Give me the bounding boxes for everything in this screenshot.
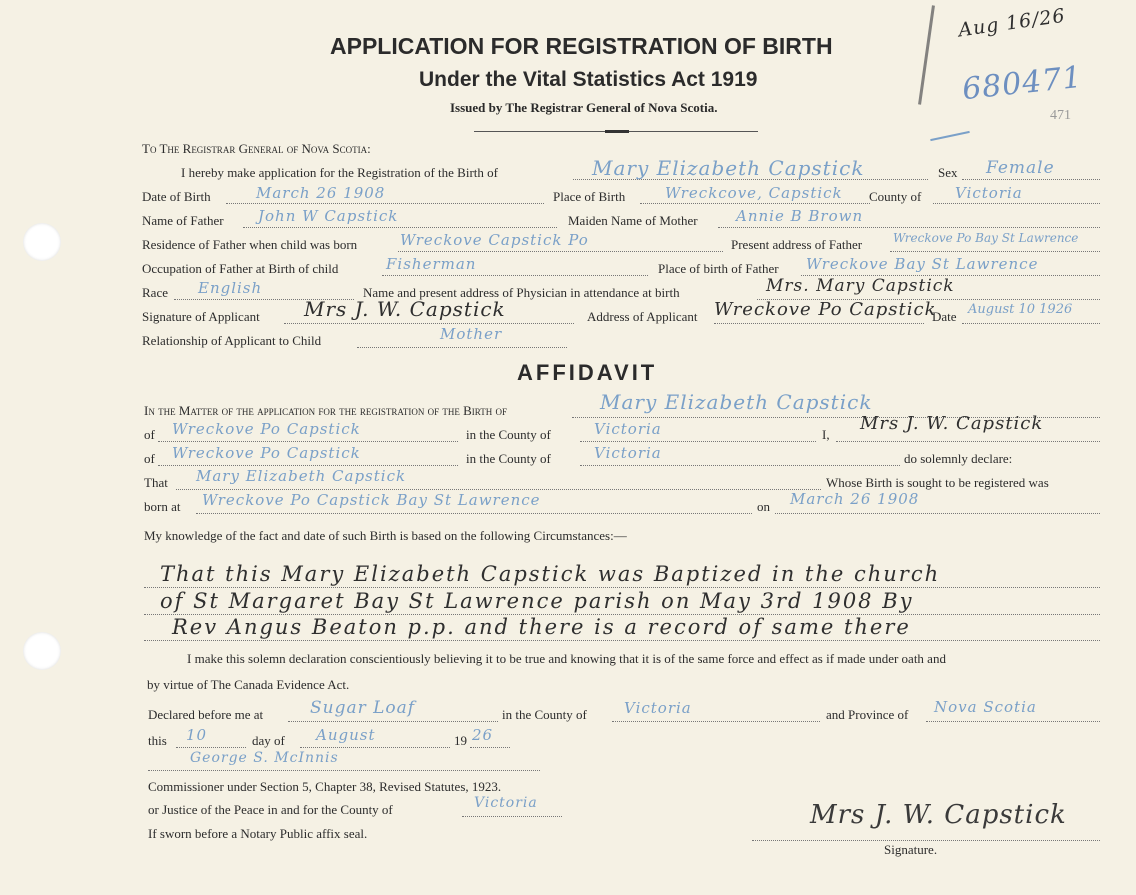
circ-line-3 [144, 640, 1100, 641]
declared-at-line [288, 721, 498, 722]
declarant-line [836, 441, 1100, 442]
date-line [962, 323, 1100, 324]
father-name-value: John W Capstick [258, 207, 399, 225]
of1-line [158, 441, 458, 442]
on-line [775, 513, 1100, 514]
place-birth-father-value: Wreckove Bay St Lawrence [806, 255, 1039, 273]
circumstance-line-1: That this Mary Elizabeth Capstick was Baptized in the church [160, 562, 941, 586]
justice-label: or Justice of the Peace in and for the County of [148, 802, 393, 817]
child-name-value: Mary Elizabeth Capstick [592, 156, 865, 180]
occupation-father-label: Occupation of Father at Birth of child [142, 261, 339, 276]
address-applicant-value: Wreckove Po Capstick [714, 299, 937, 320]
header-rule-center [605, 130, 629, 133]
sex-value: Female [986, 158, 1055, 178]
relationship-line [357, 347, 567, 348]
year-value: 26 [472, 726, 494, 744]
circumstance-line-2: of St Margaret Bay St Lawrence parish on May 3rd 1908 By [160, 589, 914, 613]
form-title: APPLICATION FOR REGISTRATION OF BIRTH [330, 33, 833, 59]
place-of-birth-value: Wreckcove, Capstick [665, 184, 843, 202]
justice-county-line [462, 816, 562, 817]
that-value: Mary Elizabeth Capstick [196, 467, 407, 485]
signature-line [752, 840, 1100, 841]
do-solemnly-label: do solemnly declare: [904, 451, 1013, 466]
on-value: March 26 1908 [790, 490, 920, 508]
affidavit-of1-value: Wreckove Po Capstick [172, 420, 361, 438]
applicant-signature: Mrs J. W. Capstick [810, 800, 1067, 830]
commissioner-sig-line [148, 770, 540, 771]
signature-label: Signature. [884, 842, 938, 857]
residence-line [398, 251, 723, 252]
this-label: this [148, 733, 167, 748]
signature-applicant-value: Mrs J. W. Capstick [304, 297, 506, 321]
occupation-line [382, 275, 648, 276]
i-label: I, [822, 427, 830, 442]
that-line [176, 489, 821, 490]
mother-maiden-value: Annie B Brown [736, 207, 864, 225]
commissioner-text: Commissioner under Section 5, Chapter 38, Revised Statutes, 1923. [148, 779, 502, 794]
province-label: and Province of [826, 707, 909, 722]
affidavit-county2-value: Victoria [594, 444, 662, 462]
month-value: August [316, 726, 376, 744]
province-value: Nova Scotia [934, 698, 1037, 716]
signature-applicant-line [284, 323, 574, 324]
of-label-1: of [144, 427, 155, 442]
county-line [933, 203, 1100, 204]
registrar-pencil-stroke [918, 5, 935, 104]
date-label: Date [932, 309, 957, 324]
to-registrar-label: To The Registrar General of Nova Scotia: [142, 141, 371, 156]
on-label: on [757, 499, 770, 514]
blue-tick-mark [930, 131, 970, 141]
declared-at-value: Sugar Loaf [310, 698, 416, 718]
relationship-label: Relationship of Applicant to Child [142, 333, 322, 348]
issued-by: Issued by The Registrar General of Nova Scotia. [450, 100, 718, 115]
knowledge-label: My knowledge of the fact and date of such Birth is based on the following Circumstances:— [144, 528, 627, 543]
county-label-3: in the County of [502, 707, 587, 722]
province-line [926, 721, 1100, 722]
physician-value: Mrs. Mary Capstick [766, 276, 955, 296]
form-subtitle: Under the Vital Statistics Act 1919 [419, 68, 758, 91]
commissioner-signature: George S. McInnis [190, 750, 339, 766]
residence-father-value: Wreckove Capstick Po [400, 231, 589, 249]
punch-hole-bottom [23, 632, 61, 670]
circumstance-line-3: Rev Angus Beaton p.p. and there is a record of same there [172, 615, 911, 639]
pob-line [640, 203, 870, 204]
address-applicant-label: Address of Applicant [587, 309, 698, 324]
year-line [470, 747, 510, 748]
registrar-date-note: Aug 16/26 [956, 4, 1067, 42]
evidence-act-text: by virtue of The Canada Evidence Act. [147, 677, 350, 692]
date-of-birth-value: March 26 1908 [256, 184, 386, 202]
county3-line [612, 721, 820, 722]
month-line [300, 747, 450, 748]
affidavit-of2-value: Wreckove Po Capstick [172, 444, 361, 462]
day-value: 10 [186, 726, 208, 744]
county2-line [580, 465, 900, 466]
occupation-value: Fisherman [386, 255, 477, 273]
mother-line [718, 227, 1100, 228]
whose-birth-label: Whose Birth is sought to be registered was [826, 475, 1049, 490]
physician-label: Name and present address of Physician in attendance at birth [363, 285, 680, 300]
date-of-birth-label: Date of Birth [142, 189, 211, 204]
justice-county-value: Victoria [474, 795, 538, 811]
affidavit-child-name: Mary Elizabeth Capstick [600, 390, 873, 414]
year-prefix-label: 19 [454, 733, 467, 748]
circ-line-1 [144, 587, 1100, 588]
place-birth-father-label: Place of birth of Father [658, 261, 779, 276]
of-label-2: of [144, 451, 155, 466]
born-at-value: Wreckove Po Capstick Bay St Lawrence [202, 491, 541, 509]
maiden-name-label: Maiden Name of Mother [568, 213, 698, 228]
signature-applicant-label: Signature of Applicant [142, 309, 260, 324]
born-at-line [196, 513, 752, 514]
solemn-declaration-text: I make this solemn declaration conscientiously believing it to be true and knowing that it is of the same force and effect as if made under oath and [187, 651, 946, 666]
present-address-value: Wreckove Po Bay St Lawrence [893, 231, 1079, 245]
name-of-father-label: Name of Father [142, 213, 224, 228]
sex-label: Sex [938, 165, 958, 180]
date-value: August 10 1926 [968, 302, 1073, 317]
place-of-birth-label: Place of Birth [553, 189, 626, 204]
county-of-label: County of [869, 189, 922, 204]
affidavit-heading: AFFIDAVIT [517, 360, 658, 385]
punch-hole-top [23, 223, 61, 261]
address-applicant-line [714, 323, 924, 324]
residence-father-label: Residence of Father when child was born [142, 237, 358, 252]
in-the-matter-label: In the Matter of the application for the registration of the Birth of [144, 403, 508, 418]
hereby-label: I hereby make application for the Registration of the Birth of [181, 165, 498, 180]
sex-line [962, 179, 1100, 180]
registration-number: 680471 [960, 59, 1085, 108]
relationship-value: Mother [440, 325, 503, 343]
small-number: 471 [1050, 108, 1071, 123]
day-of-label: day of [252, 733, 285, 748]
race-label: Race [142, 285, 168, 300]
affidavit-county1-value: Victoria [594, 420, 662, 438]
of2-line [158, 465, 458, 466]
county-label-2: in the County of [466, 451, 551, 466]
declarant-value: Mrs J. W. Capstick [860, 413, 1044, 434]
born-at-label: born at [144, 499, 181, 514]
that-label: That [144, 475, 168, 490]
present-address-line [890, 251, 1100, 252]
county-value: Victoria [955, 184, 1023, 202]
father-line [243, 227, 557, 228]
notary-text: If sworn before a Notary Public affix seal. [148, 826, 368, 841]
day-line [176, 747, 246, 748]
present-address-label: Present address of Father [731, 237, 863, 252]
dob-line [226, 203, 544, 204]
declared-county-value: Victoria [624, 699, 692, 717]
county-label-1: in the County of [466, 427, 551, 442]
race-value: English [198, 279, 263, 297]
declared-before-label: Declared before me at [148, 707, 264, 722]
county1-line [580, 441, 816, 442]
